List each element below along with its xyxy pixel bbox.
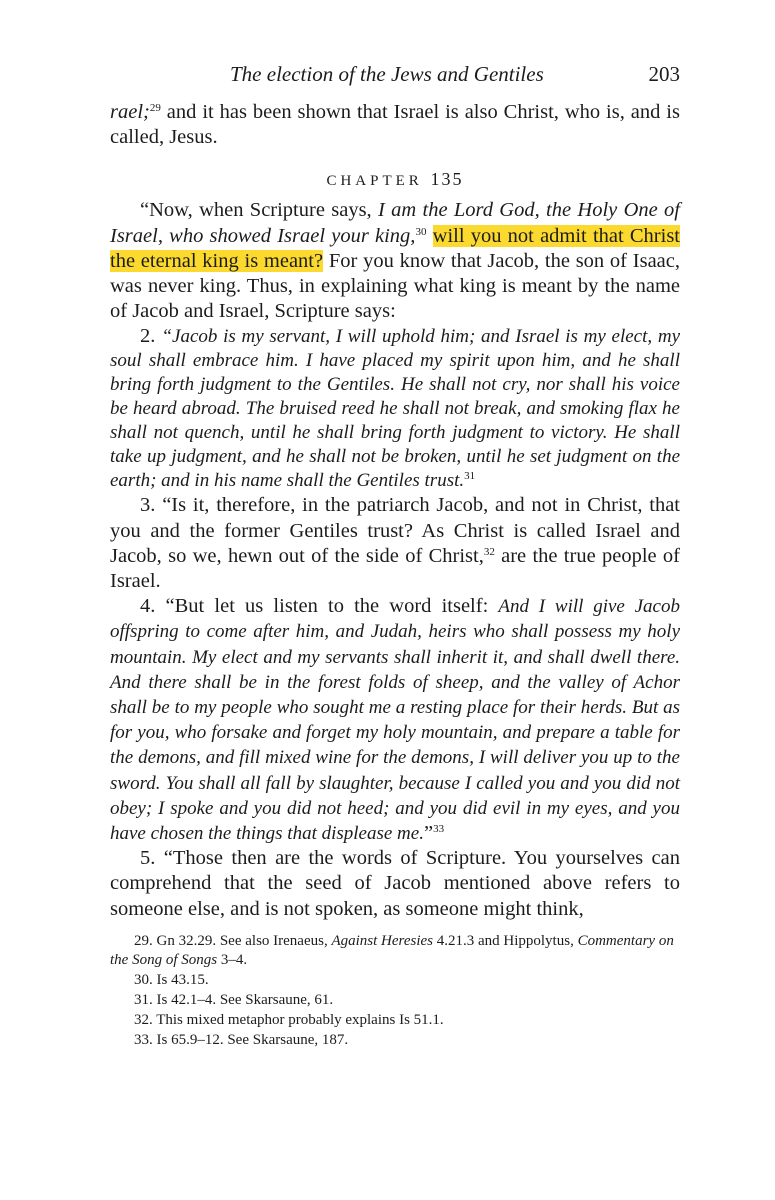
text-fragment: 3. “Is it, therefore, in the patriarch Jacob, and not in Christ, that you and the former Gentiles trust? As Christ is called Israel and Jacob, so we, hewn out of the side of Christ, — [110, 494, 680, 567]
footnote-ref-32[interactable]: 32 — [483, 545, 495, 558]
footnotes — [110, 932, 680, 1051]
paragraph-3 — [110, 493, 680, 594]
paragraph-number: 2. — [140, 325, 162, 348]
page-body — [110, 100, 680, 922]
paragraph-4 — [110, 594, 680, 846]
text-fragment: and it has been shown that Israel is also Christ, who is, and is called, Jesus. — [110, 101, 680, 149]
chapter-number: 135 — [430, 169, 464, 190]
highlighted-text: will you not admit that Christ the eternal king is meant? — [110, 224, 681, 272]
footnote-32: 32. This mixed metaphor probably explains Is 51.1. — [134, 1012, 444, 1028]
scripture-quote: And I will give Jacob offspring to come after him, and Judah, heirs who shall possess my holy mountain. My elect and my servants shall inherit it, and shall dwell there. And there shall be in the forest folds of sheep, and the valley of Achor shall be to my people who sought me a resting place for their herds. But as for you, who forsake and forget my holy mountain, and prepare a table for the demons, and fill mixed wine for the demons, I will deliver you up to the sword. You shall all fall by slaughter, because I called you and you did not obey; I spoke and you did not heed; and you did evil in my eyes, and you have chosen the things that displease me. — [110, 596, 680, 845]
text-fragment: Commentary on the Song of Songs — [110, 933, 674, 968]
footnote-ref-31[interactable]: 31 — [464, 470, 476, 483]
footnote-30: 30. Is 43.15. — [134, 972, 209, 988]
paragraph-5: 5. “Those then are the words of Scripture. You yourselves can comprehend that the seed of Jacob mentioned above refers to someone else, and is not spoken, as someone might think, — [110, 847, 680, 920]
page-number: 203 — [648, 62, 680, 86]
footnote-29 — [110, 932, 680, 970]
chapter-heading — [110, 168, 680, 192]
running-title: The election of the Jews and Gentiles — [230, 62, 544, 86]
text-fragment: 3–4. — [217, 952, 248, 968]
scripture-quote: I am the Lord God, the Holy One of Israel, who showed Israel your king, — [110, 199, 680, 247]
footnote-33: 33. Is 65.9–12. See Skarsaune, 187. — [134, 1032, 349, 1048]
closing-quote: ” — [423, 822, 434, 845]
text-fragment: Against Heresies — [331, 933, 433, 949]
footnote-ref-33[interactable]: 33 — [433, 823, 445, 836]
text-fragment: 29. Gn 32.29. See also Irenaeus, — [134, 933, 332, 949]
text-fragment: For you know that Jacob, the son of Isaac, was never king. Thus, in explaining what king is meant by the name of Jacob and Israel, Scripture says: — [110, 249, 680, 323]
footnote-ref-30[interactable]: 30 — [415, 225, 427, 238]
footnote-31: 31. Is 42.1–4. See Skarsaune, 61. — [134, 992, 334, 1008]
chapter-word: CHAPTER — [326, 173, 423, 190]
text-fragment: 4.21.3 and Hippolytus, — [432, 933, 578, 949]
text-fragment: rael; — [110, 101, 150, 123]
paragraph-2 — [110, 324, 680, 493]
text-fragment: “Now, when Scripture says, — [140, 199, 378, 222]
scripture-quote: “Jacob is my servant, I will uphold him; and Israel is my elect, my soul shall embrace him. I have placed my spirit upon him, and he shall bring forth judgment to the Gentiles. He shall not cry, nor shall his voice be heard abroad. The bruised reed he shall not break, and smoking flax he shall not quench, until he shall bring forth judgment to victory. He shall take up judgment, and he shall not be broken, until he set judgment on the earth; and in his name shall the Gentiles trust. — [110, 326, 680, 492]
text-fragment: 4. “But let us listen to the word itself: — [140, 595, 499, 618]
footnote-ref-29[interactable]: 29 — [149, 102, 161, 114]
text-fragment: are the true people of Israel. — [110, 544, 680, 593]
paragraph-continuation — [110, 100, 680, 150]
paragraph-1 — [110, 198, 680, 324]
text-fragment — [426, 225, 432, 247]
